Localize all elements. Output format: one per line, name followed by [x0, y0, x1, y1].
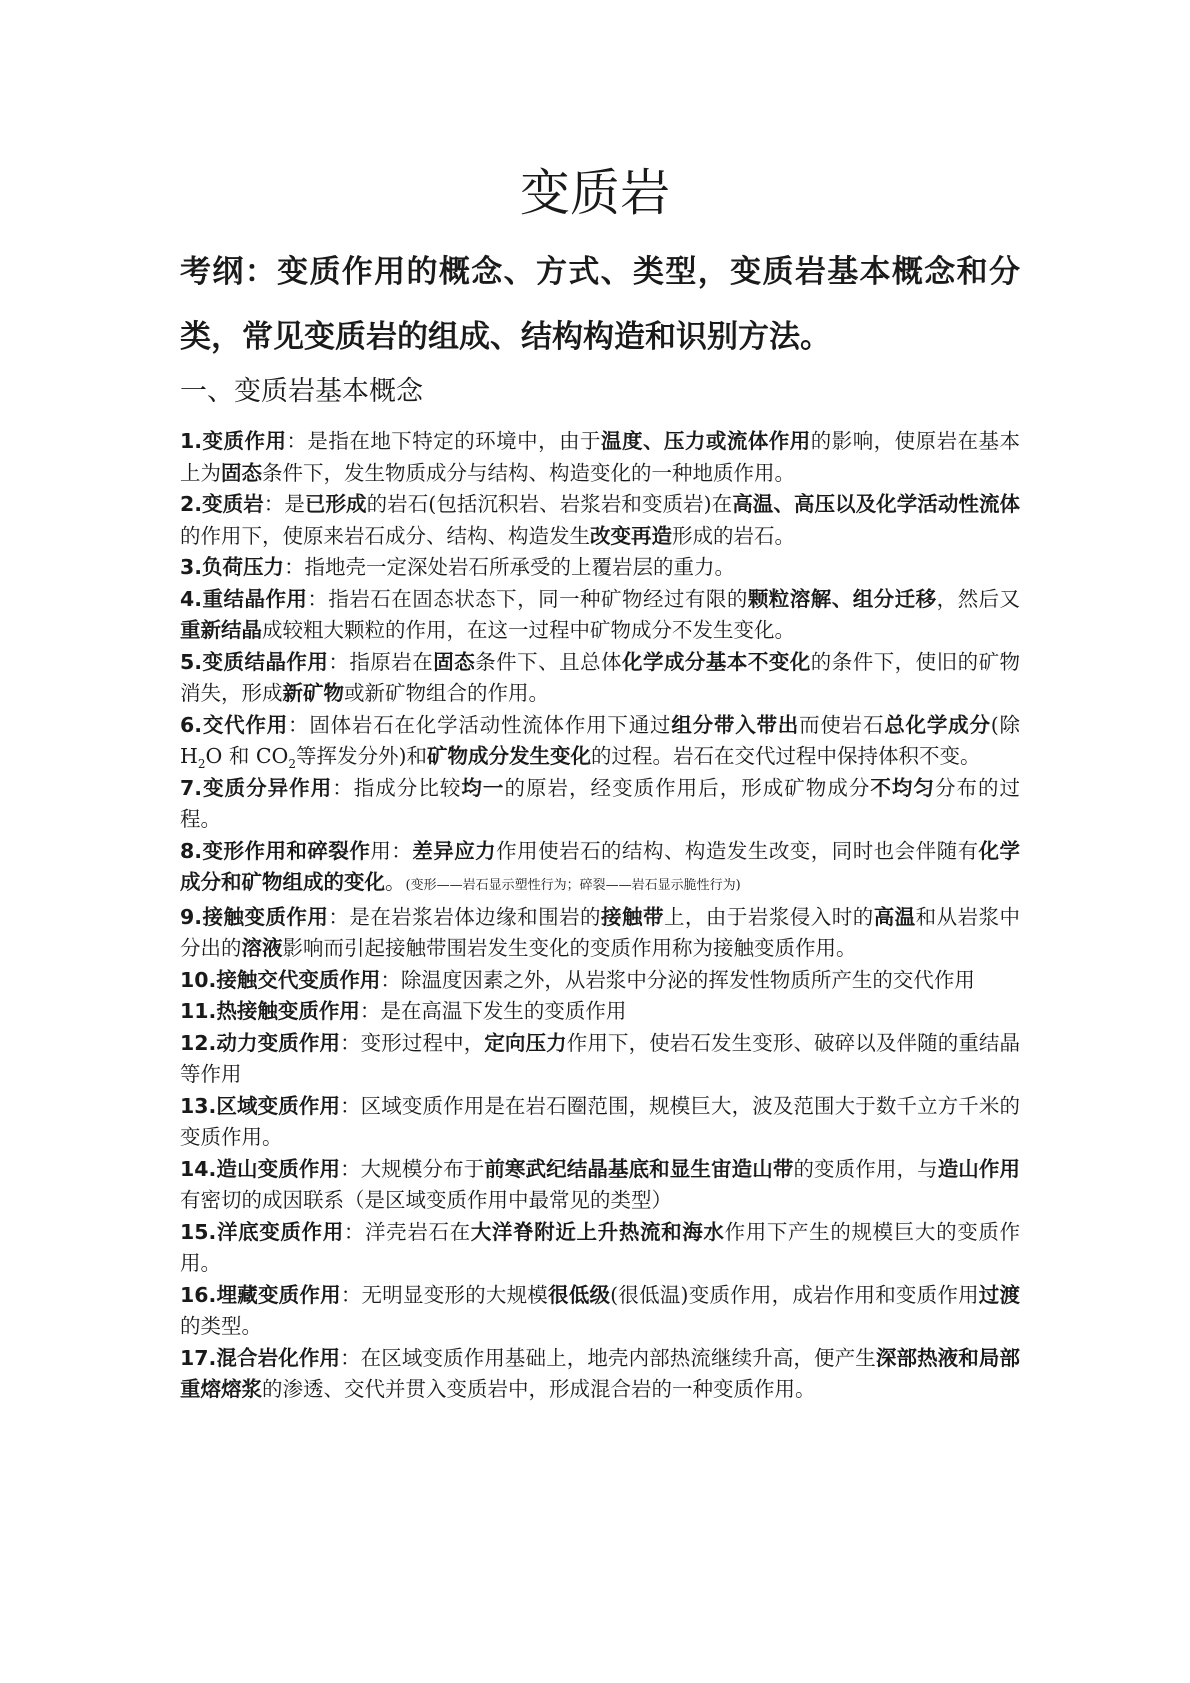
concept-item	[180, 426, 1020, 489]
concept-text: ：指成分比较	[332, 775, 462, 800]
concept-emphasis: 4.重结晶作用	[180, 586, 308, 611]
concept-emphasis: 组分带入带出	[671, 712, 800, 737]
concept-text: 的变质作用，与	[793, 1156, 938, 1181]
concept-text: ：无明显变形的大规模	[340, 1282, 549, 1307]
concept-emphasis: 9.接触变质作用	[180, 904, 329, 929]
concept-text: ：指原岩在	[328, 649, 434, 674]
concept-emphasis: 2.变质岩	[180, 492, 264, 516]
concept-emphasis: 深部热液和局部重熔熔浆	[180, 1345, 1021, 1401]
concept-emphasis: 高温	[873, 904, 916, 929]
concept-text: 分布的过程。	[180, 775, 1021, 831]
concept-emphasis: 6.交代作用	[180, 712, 289, 737]
concept-text: ：指地壳一定深处岩石所承受的上覆岩层的重力。	[284, 555, 736, 579]
concept-emphasis: 13.区域变质作用	[180, 1093, 341, 1118]
concept-emphasis: 新矿物	[282, 681, 344, 705]
subscript: 2	[197, 757, 206, 772]
concept-text: 等挥发分外)和	[296, 744, 428, 768]
concept-note: (变形——岩石显示塑性行为；碎裂——岩石显示脆性行为)	[405, 878, 741, 893]
concept-emphasis: 3.负荷压力	[180, 555, 285, 579]
concept-text: ：变形过程中，	[340, 1030, 485, 1055]
concept-emphasis: 重新结晶	[180, 618, 262, 642]
concept-emphasis: 15.洋底变质作用	[180, 1219, 344, 1244]
concept-emphasis: 14.造山变质作用	[180, 1156, 341, 1181]
concept-text: 而使岩石	[799, 712, 885, 737]
concept-item	[180, 1280, 1020, 1343]
concept-item	[180, 1217, 1020, 1280]
concept-text: 作用下产生的规模巨大的变质作用。	[180, 1219, 1021, 1275]
concept-text: ：区域变质作用是在岩石圈范围，规模巨大，波及范围大于数千立方千米的变质作用。	[180, 1093, 1020, 1149]
concept-emphasis: 温度、压力或流体作用	[601, 429, 811, 453]
syllabus-paragraph: 考纲：变质作用的概念、方式、类型，变质岩基本概念和分类，常见变质岩的组成、结构构造和识别方法。	[180, 254, 1020, 355]
concept-text: 的作用下，使原来岩石成分、结构、构造发生	[180, 523, 590, 548]
concept-text: 的原岩，经变质作用后，形成矿物成分	[504, 775, 871, 800]
concept-emphasis: 17.混合岩化作用	[180, 1345, 341, 1370]
concept-item	[180, 773, 1020, 836]
concept-emphasis: 1.变质作用	[180, 429, 287, 453]
concept-text: ：是	[263, 492, 305, 516]
concept-item	[180, 836, 1020, 902]
concept-text: ：是在高温下发生的变质作用	[359, 999, 627, 1023]
concept-text: 和从岩浆中分出的	[180, 904, 1021, 960]
subscript: 2	[288, 757, 297, 772]
concept-emphasis: 前寒武纪结晶基底和显生宙造山带	[484, 1156, 794, 1181]
concept-text: ：在区域变质作用基础上，地壳内部热流继续升高，便产生	[340, 1345, 876, 1370]
concept-text: (很低温)变质作用，成岩作用和变质作用	[610, 1282, 979, 1307]
concept-item	[180, 710, 1020, 773]
concept-text: ：固体岩石在化学活动性流体作用下通过	[288, 712, 672, 737]
concept-text: 有密切的成因联系（是区域变质作用中最常见的类型）	[180, 1188, 672, 1212]
concept-emphasis: 11.热接触变质作用	[180, 999, 360, 1023]
concept-text: 用：	[370, 838, 413, 863]
concept-text: O 和 CO	[205, 744, 289, 768]
concept-emphasis: 5.变质结晶作用	[180, 649, 329, 674]
concept-text: 条件下，发生物质成分与结构、构造变化的一种地质作用。	[262, 460, 795, 485]
concept-item	[180, 647, 1020, 710]
concept-text: ，然后又	[936, 586, 1021, 611]
page-title: 变质岩	[520, 164, 670, 222]
concept-text: 的过程。岩石在交代过程中保持体积不变。	[591, 744, 981, 768]
concept-emphasis: 造山作用	[937, 1156, 1021, 1181]
concept-text: ：指岩石在固态状态下，同一种矿物经过有限的	[307, 586, 748, 611]
concept-emphasis: 不均匀	[870, 775, 935, 800]
concept-text: 或新矿物组合的作用。	[344, 681, 549, 705]
concept-emphasis: 改变再造	[590, 523, 672, 548]
concept-emphasis: 已形成	[304, 492, 367, 516]
concept-text: 的条件下，使旧的矿物消失，形成	[180, 649, 1021, 705]
concept-item	[180, 1028, 1020, 1091]
concept-text: 影响而引起接触带围岩发生变化的变质作用称为接触变质作用。	[282, 936, 857, 960]
concept-text: 条件下、且总体	[475, 649, 623, 674]
concept-text: 。	[385, 870, 406, 894]
concept-item	[180, 996, 1020, 1028]
concept-emphasis: 化学成分和矿物组成的变化	[180, 838, 1021, 894]
concept-emphasis: 固态	[433, 649, 476, 674]
concept-text: 作用使岩石的结构、构造发生改变，同时也会伴随有	[496, 838, 979, 863]
concept-item	[180, 965, 1020, 997]
concept-emphasis: 10.接触交代变质作用	[180, 967, 381, 992]
concept-emphasis: 均一	[461, 775, 505, 800]
concept-emphasis: 总化学成分	[884, 712, 991, 737]
concept-list	[180, 426, 1020, 1406]
concept-text: 的岩石(包括沉积岩、岩浆岩和变质岩)在	[366, 492, 733, 516]
concept-text: 的影响，使原岩在基本上为	[180, 429, 1021, 485]
concept-text: 的渗透、交代并贯入变质岩中，形成混合岩的一种变质作用。	[262, 1377, 816, 1401]
concept-emphasis: 化学成分基本不变化	[622, 649, 811, 674]
concept-text: 作用下，使岩石发生变形、破碎以及伴随的重结晶等作用	[180, 1030, 1021, 1086]
concept-text: ：是指在地下特定的环境中，由于	[286, 429, 602, 453]
concept-emphasis: 16.埋藏变质作用	[180, 1282, 341, 1307]
concept-text: 成较粗大颗粒的作用，在这一过程中矿物成分不发生变化。	[262, 618, 795, 642]
concept-emphasis: 过渡	[978, 1282, 1021, 1307]
concept-text: ：除温度因素之外，从岩浆中分泌的挥发性物质所产生的交代作用	[380, 967, 975, 992]
concept-emphasis: 7.变质分异作用	[180, 775, 333, 800]
concept-emphasis: 定向压力	[484, 1030, 567, 1055]
concept-text: (除 H	[180, 712, 1021, 768]
concept-item	[180, 1091, 1020, 1154]
concept-text: ：是在岩浆岩体边缘和围岩的	[328, 904, 602, 929]
concept-item	[180, 1343, 1020, 1406]
concept-item	[180, 489, 1020, 552]
concept-item	[180, 584, 1020, 647]
concept-emphasis: 固态	[221, 460, 262, 485]
concept-text: ：洋壳岩石在	[343, 1219, 471, 1244]
concept-item	[180, 902, 1020, 965]
concept-emphasis: 高温、高压以及化学活动性流体	[732, 492, 1021, 516]
concept-emphasis: 颗粒溶解、组分迁移	[747, 586, 937, 611]
concept-emphasis: 8.变形作用和碎裂作	[180, 838, 371, 863]
concept-text: 上，由于岩浆侵入时的	[663, 904, 874, 929]
concept-text: 的类型。	[180, 1314, 262, 1338]
concept-emphasis: 很低级	[548, 1282, 611, 1307]
concept-emphasis: 溶液	[241, 936, 283, 960]
concept-emphasis: 接触带	[601, 904, 664, 929]
concept-emphasis: 12.动力变质作用	[180, 1030, 341, 1055]
section-heading: 一、变质岩基本概念	[180, 376, 423, 407]
concept-text: ：大规模分布于	[340, 1156, 485, 1181]
concept-item	[180, 552, 1020, 584]
concept-emphasis: 差异应力	[412, 838, 497, 863]
concept-text: 形成的岩石。	[672, 523, 795, 548]
concept-emphasis: 大洋脊附近上升热流和海水	[470, 1219, 725, 1244]
concept-item	[180, 1154, 1020, 1217]
concept-emphasis: 矿物成分发生变化	[427, 744, 592, 768]
